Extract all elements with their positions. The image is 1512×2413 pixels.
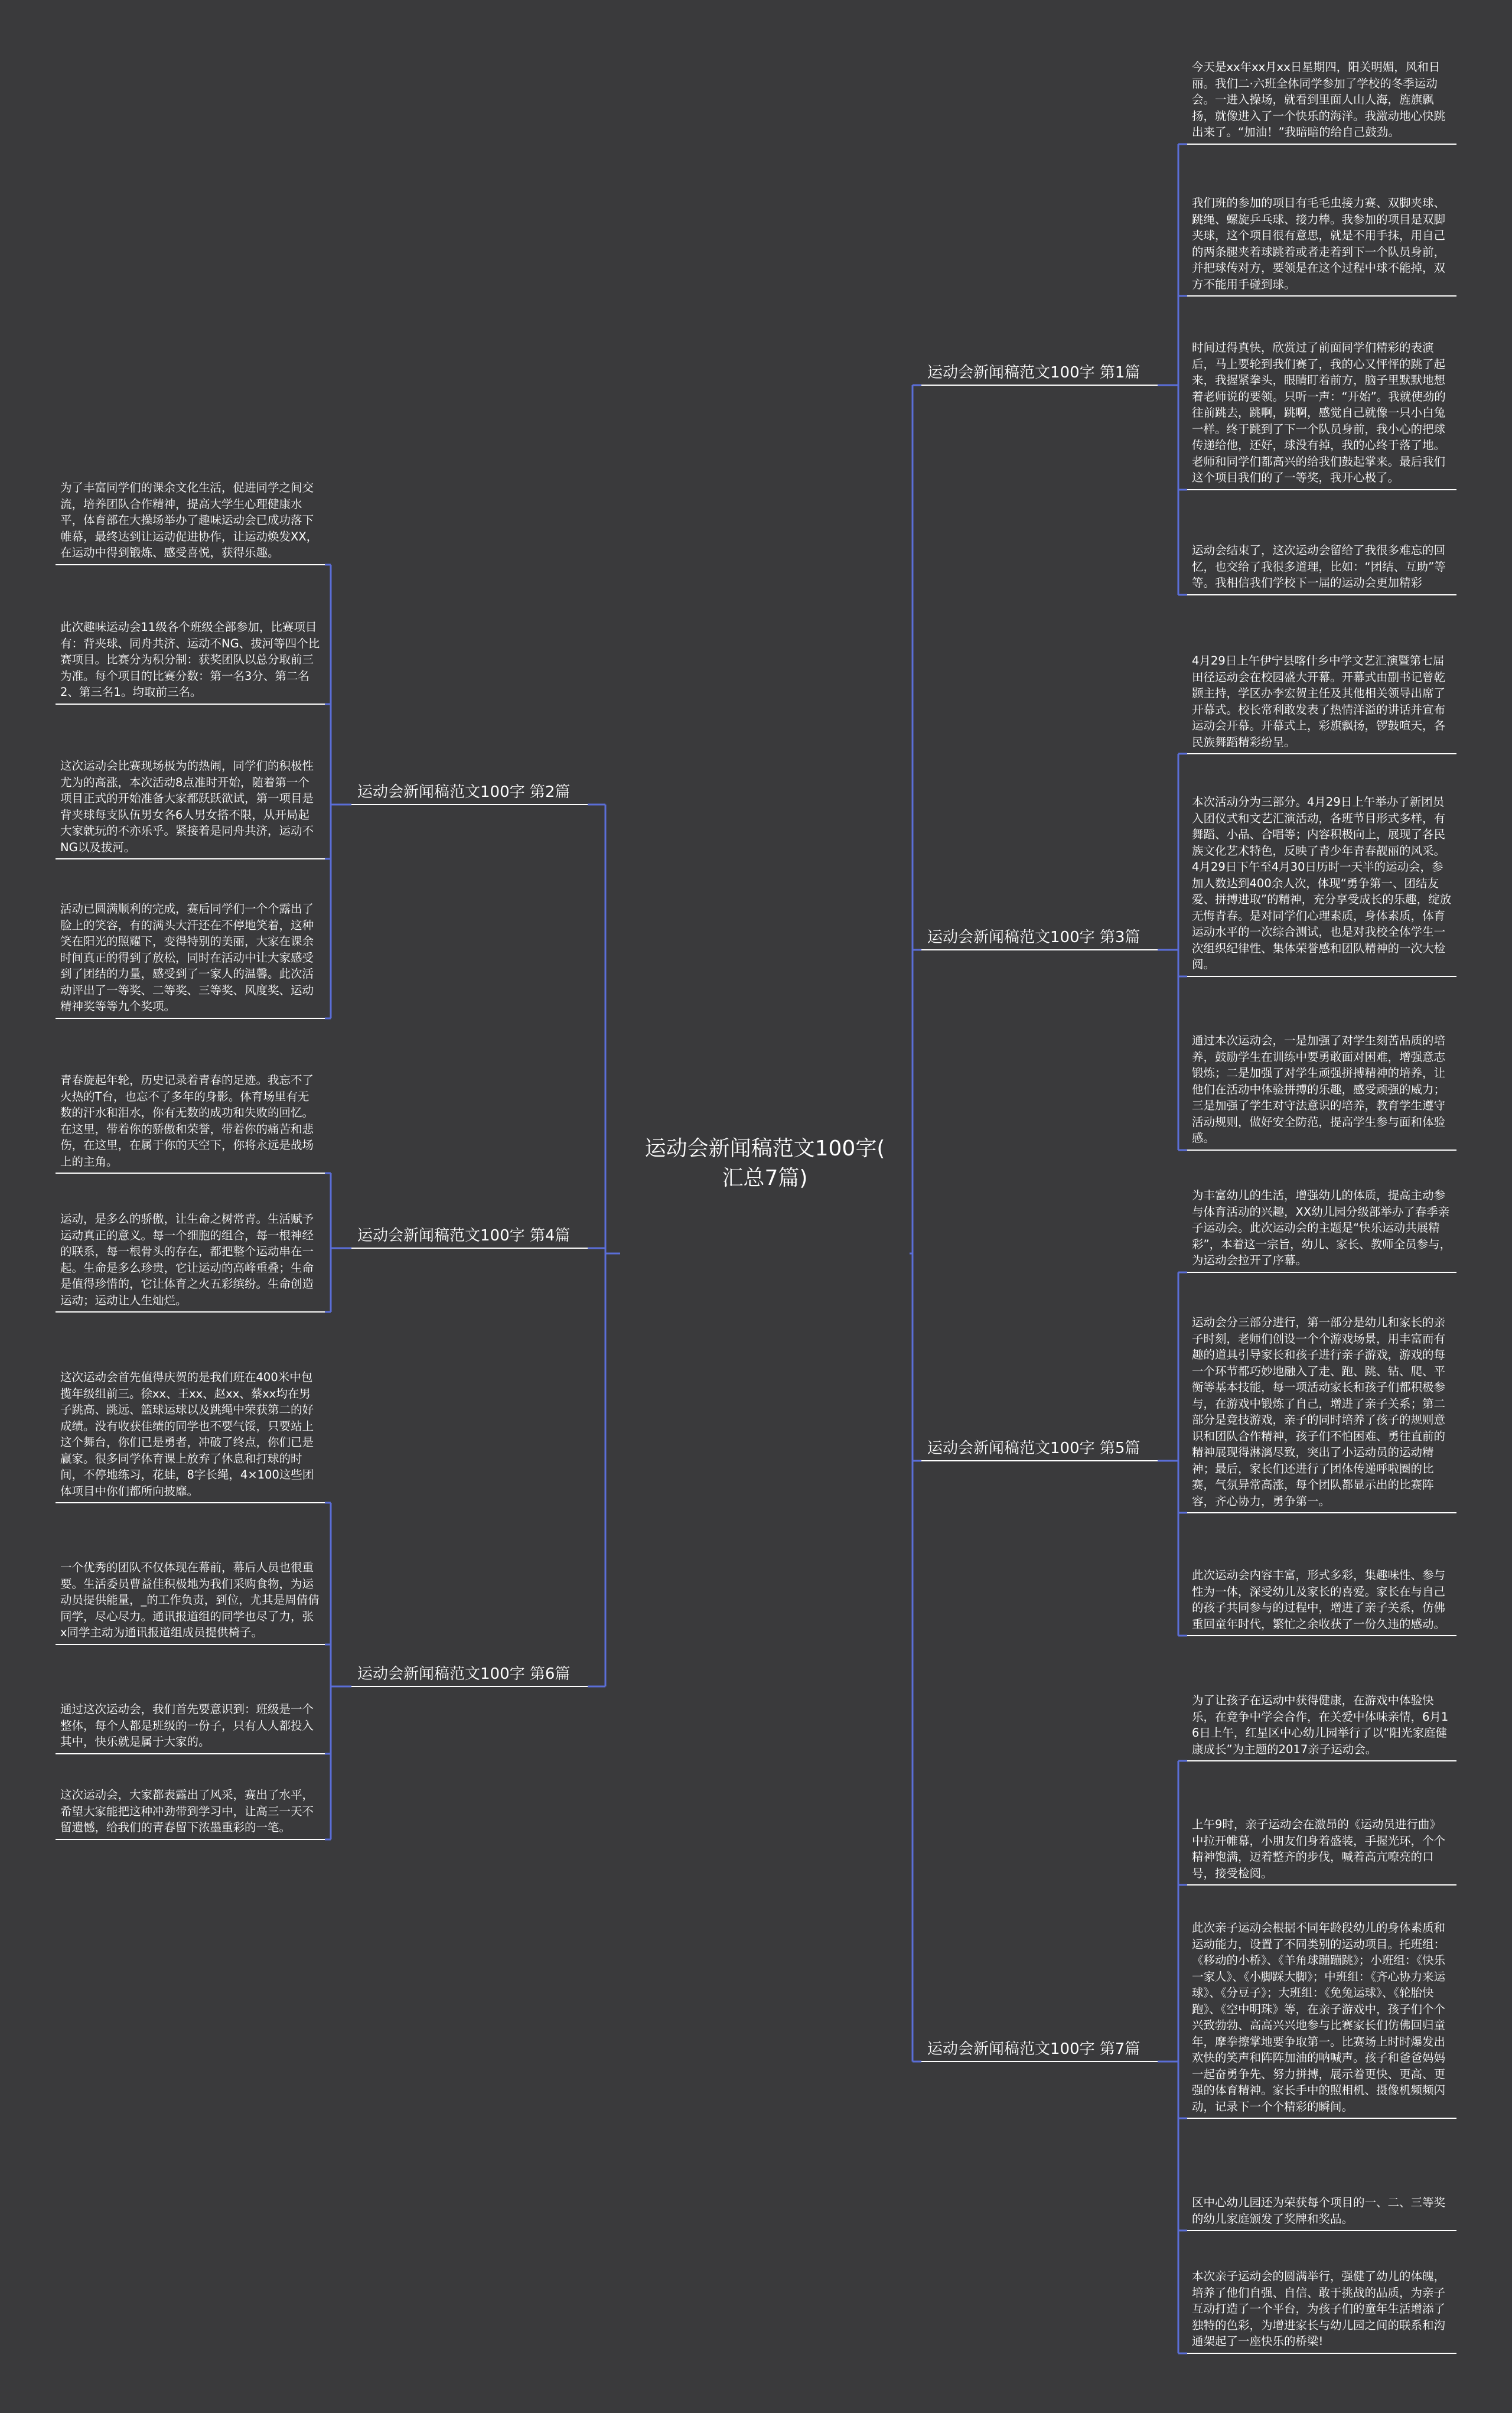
leaf-text[interactable]: 运动会分三部分进行，第一部分是幼儿和家长的亲子时刻，老师们创设一个个游戏场景，用丰富而有趣的道具引导家长和孩子进行亲子游戏，游戏的每一个环节都巧妙地融入了走、跑、跳、钻、爬、平衡等基本技能，每一项活动家长和孩子们都积极参与，在游戏中锻炼了自己，增进了亲子关系；第二部分是竞技游戏，亲子的同时培养了孩子的规则意识和团队合作精神，孩子们不怕困难、勇往直前的精神展现得淋漓尽致，突出了小运动员的运动精神；最后，家长们还进行了团体传递呼啦圈的比赛，气氛异常高涨，每个团队都显示出的比赛阵容，齐心协力，勇争第一。 <box>1192 1315 1446 1508</box>
branch-node[interactable]: 运动会新闻稿范文100字 第5篇 <box>927 1440 1140 1457</box>
leaf-text[interactable]: 为了让孩子在运动中获得健康，在游戏中体验快乐，在竞争中学会合作，在关爱中体味亲情，6月16日上午，红星区中心幼儿园举行了以“阳光家庭健康成长”为主题的2017亲子运动会。 <box>1192 1694 1449 1756</box>
leaf-text[interactable]: 这次运动会比赛现场极为的热闹，同学们的积极性尤为的高涨，本次活动8点准时开始，随着第一个项目正式的开始准备大家都跃跃欲试，第一项目是背夹球每支队伍男女各6人男女搭不限，从开局起大家就玩的不亦乐乎。紧接着是同舟共济，运动不NG以及拔河。 <box>60 759 314 854</box>
branch-node[interactable]: 运动会新闻稿范文100字 第6篇 <box>357 1665 571 1683</box>
leaf-text[interactable]: 此次亲子运动会根据不同年龄段幼儿的身体素质和运动能力，设置了不同类别的运动项目。托班组：《移动的小桥》、《羊角球蹦蹦跳》；小班组：《快乐一家人》、《小脚踩大脚》；中班组：《齐心协力来运球》、《分豆子》；大班组：《免兔运球》、《轮胎快跑》、《空中明珠》等，在亲子游戏中，孩子们个个兴致勃勃、高高兴兴地参与比赛家长们仿佛回归童年，摩拳擦掌地要争取第一。比赛场上时时爆发出欢快的笑声和阵阵加油的呐喊声。孩子和爸爸妈妈一起奋勇争先、努力拼搏，展示着更快、更高、更强的体育精神。家长手中的照相机、摄像机频频闪动，记录下一个个精彩的瞬间。 <box>1192 1921 1446 2114</box>
leaf-text[interactable]: 这次运动会，大家都表露出了风采，赛出了水平，希望大家能把这种冲劲带到学习中，让高三一天不留遗憾，给我们的青春留下浓墨重彩的一笔。 <box>60 1788 314 1834</box>
leaf-text[interactable]: 活动已圆满顺利的完成，赛后同学们一个个露出了脸上的笑容，有的满头大汗还在不停地笑着，这种笑在阳光的照耀下，变得特别的美丽，大家在课余时间真正的得到了放松，同时在活动中让大家感受到了团结的力量，感受到了一家人的温馨。此次活动评出了一等奖、二等奖、三等奖、风度奖、运动精神奖等等九个奖项。 <box>60 902 314 1013</box>
branch-node[interactable]: 运动会新闻稿范文100字 第2篇 <box>357 783 571 801</box>
leaf-text[interactable]: 我们班的参加的项目有毛毛虫接力赛、双脚夹球、跳绳、螺旋乒乓球、接力棒。我参加的项目是双脚夹球，这个项目很有意思，就是不用手抹，用自己的两条腿夹着球跳着或者走着到下一个队员身前，并把球传对方，要领是在这个过程中球不能掉，双方不能用手碰到球。 <box>1192 196 1446 291</box>
root-title-line-2: 汇总7篇) <box>722 1166 808 1190</box>
leaf-text[interactable]: 通过这次运动会，我们首先要意识到：班级是一个整体，每个人都是班级的一份子，只有人人都投入其中，快乐就是属于大家的。 <box>60 1702 314 1748</box>
leaf-text[interactable]: 这次运动会首先值得庆贺的是我们班在400米中包揽年级组前三。徐xx、王xx、赵xx、蔡xx均在男子跳高、跳远、篮球运球以及跳绳中荣获第二的好成绩。没有收获佳绩的同学也不要气馁，只要站上这个舞台，你们已是勇者，冲破了终点，你们已是赢家。很多同学体育课上放弃了休息和打球的时间，不停地练习，花蛙，8字长绳，4×100这些团体项目中你们都所向披靡。 <box>60 1370 314 1498</box>
branch-node[interactable]: 运动会新闻稿范文100字 第7篇 <box>927 2040 1140 2058</box>
branch-node[interactable]: 运动会新闻稿范文100字 第4篇 <box>357 1227 571 1245</box>
leaf-text[interactable]: 为了丰富同学们的课余文化生活，促进同学之间交流，培养团队合作精神，提高大学生心理健康水平，体育部在大操场举办了趣味运动会已成功落下帷幕，最终达到让运动促进协作，让运动焕发XX，在运动中得到锻炼、感受喜悦，获得乐趣。 <box>60 481 318 559</box>
leaf-text[interactable]: 运动会结束了，这次运动会留给了我很多难忘的回忆，也交给了我很多道理，比如：“团结、互助”等等。我相信我们学校下一届的运动会更加精彩 <box>1192 543 1446 590</box>
leaf-text[interactable]: 此次运动会内容丰富，形式多彩，集趣味性、参与性为一体，深受幼儿及家长的喜爱。家长在与自己的孩子共同参与的过程中，增进了亲子关系，仿佛重回童年时代，繁忙之余收获了一份久违的感动。 <box>1192 1568 1446 1631</box>
leaf-text[interactable]: 上午9时，亲子运动会在激昂的《运动员进行曲》中拉开帷幕，小朋友们身着盛装，手握光环，个个精神饱满，迈着整齐的步伐，喊着高亢嘹亮的口号，接受检阅。 <box>1192 1818 1446 1880</box>
leaf-text[interactable]: 本次亲子运动会的圆满举行，强健了幼儿的体魄，培养了他们自强、自信、敢于挑战的品质，为亲子互动打造了一个平台，为孩子们的童年生活增添了独特的色彩，为增进家长与幼儿园之间的联系和沟通架起了一座快乐的桥梁! <box>1192 2269 1446 2348</box>
leaf-text[interactable]: 一个优秀的团队不仅体现在幕前，幕后人员也很重要。生活委员曹益佳积极地为我们采购食物，为运动员提供能量，_的工作负责，到位，尤其是周倩倩同学，尽心尽力。通讯报道组的同学也尽了力，张x同学主动为通讯报道组成员提供椅子。 <box>60 1561 320 1639</box>
leaf-text[interactable]: 时间过得真快，欣赏过了前面同学们精彩的表演后，马上要轮到我们赛了，我的心又怦怦的跳了起来，我握紧拳头，眼睛盯着前方，脑子里默默地想着老师说的要领。只听一声：“开始”。我就使劲的往前跳去，跳啊，跳啊，感觉自己就像一只小白兔一样。终于跳到了下一个队员身前，我小心的把球传递给他，还好，球没有掉，我的心终于落了地。老师和同学们都高兴的给我们鼓起掌来。最后我们这个项目我们的了一等奖，我开心极了。 <box>1192 341 1446 484</box>
leaf-text[interactable]: 今天是xx年xx月xx日星期四，阳关明媚，风和日丽。我们二·六班全体同学参加了学校的冬季运动会。一进入操场，就看到里面人山人海，旌旗飘扬，就像进入了一个快乐的海洋。我激动地心快跳出来了。“加油！”我暗暗的给自己鼓劲。 <box>1192 60 1446 139</box>
leaf-text[interactable]: 通过本次运动会，一是加强了对学生刻苦品质的培养，鼓励学生在训练中要勇敢面对困难，增强意志锻炼；二是加强了对学生顽强拼搏精神的培养，让他们在活动中体验拼搏的乐趣，感受顽强的威力；三是加强了学生对守法意识的培养，教育学生遵守活动规则，做好安全防范，提高学生参与面和体验感。 <box>1192 1034 1446 1145</box>
leaf-text[interactable]: 运动，是多么的骄傲，让生命之树常青。生活赋予运动真正的意义。每一个细胞的组合，每一根神经的联系，每一根骨头的存在，都把整个运动串在一起。生命是多么珍贵，它让运动的高峰重叠；生命是值得珍惜的，它让体育之火五彩缤纷。生命创造运动；运动让人生灿烂。 <box>60 1212 314 1307</box>
leaf-text[interactable]: 青春旋起年轮，历史记录着青春的足迹。我忘不了火热的T台，也忘不了多年的身影。体育场里有无数的汗水和泪水，你有无数的成功和失败的回忆。在这里，带着你的骄傲和荣誉，带着你的痛苦和悲伤，在这里，在属于你的天空下，你将永远是战场上的主角。 <box>60 1073 314 1168</box>
leaf-text[interactable]: 4月29日上午伊宁县喀什乡中学文艺汇演暨第七届田径运动会在校园盛大开幕。开幕式由副书记曾乾颢主持，学区办李宏贺主任及其他相关领导出席了开幕式。校长常利敢发表了热情洋溢的讲话并宣布运动会开幕。开幕式上，彩旗飘扬，锣鼓喧天，各民族舞蹈精彩纷呈。 <box>1192 654 1446 749</box>
branch-node[interactable]: 运动会新闻稿范文100字 第1篇 <box>927 364 1140 382</box>
root-title-line-1: 运动会新闻稿范文100字( <box>644 1137 885 1161</box>
leaf-text[interactable]: 此次趣味运动会11级各个班级全部参加，比赛项目有：背夹球、同舟共济、运动不NG、拔河等四个比赛项目。比赛分为积分制：获奖团队以总分取前三为准。每个项目的比赛分数：第一名3分、第二名2、第三名1。均取前三名。 <box>60 620 320 699</box>
root-topic[interactable] <box>614 1134 915 1193</box>
leaf-text[interactable]: 为丰富幼儿的生活，增强幼儿的体质，提高主动参与体育活动的兴趣，XX幼儿园分级部举办了春季亲子运动会。此次运动会的主题是“快乐运动共展精彩”，本着这一宗旨，幼儿、家长、教师全员参与，为运动会拉开了序幕。 <box>1192 1188 1452 1267</box>
leaf-text[interactable]: 本次活动分为三部分。4月29日上午举办了新团员入团仪式和文艺汇演活动，各班节目形式多样，有舞蹈、小品、合唱等；内容积极向上，展现了各民族文化艺术特色，反映了青少年青春靓丽的风采。4月29日下午至4月30日历时一天半的运动会，参加人数达到400余人次，体现“勇争第一、团结友爱、拼搏进取”的精神，充分享受成长的乐趣，绽放无悔青春。是对同学们心理素质，身体素质，体育运动水平的一次综合测试，也是对我校全体学生一次组织纪律性、集体荣誉感和团队精神的一次大检阅。 <box>1192 795 1452 971</box>
leaf-text[interactable]: 区中心幼儿园还为荣获每个项目的一、二、三等奖的幼儿家庭颁发了奖牌和奖品。 <box>1192 2196 1446 2226</box>
branch-node[interactable]: 运动会新闻稿范文100字 第3篇 <box>927 929 1140 946</box>
